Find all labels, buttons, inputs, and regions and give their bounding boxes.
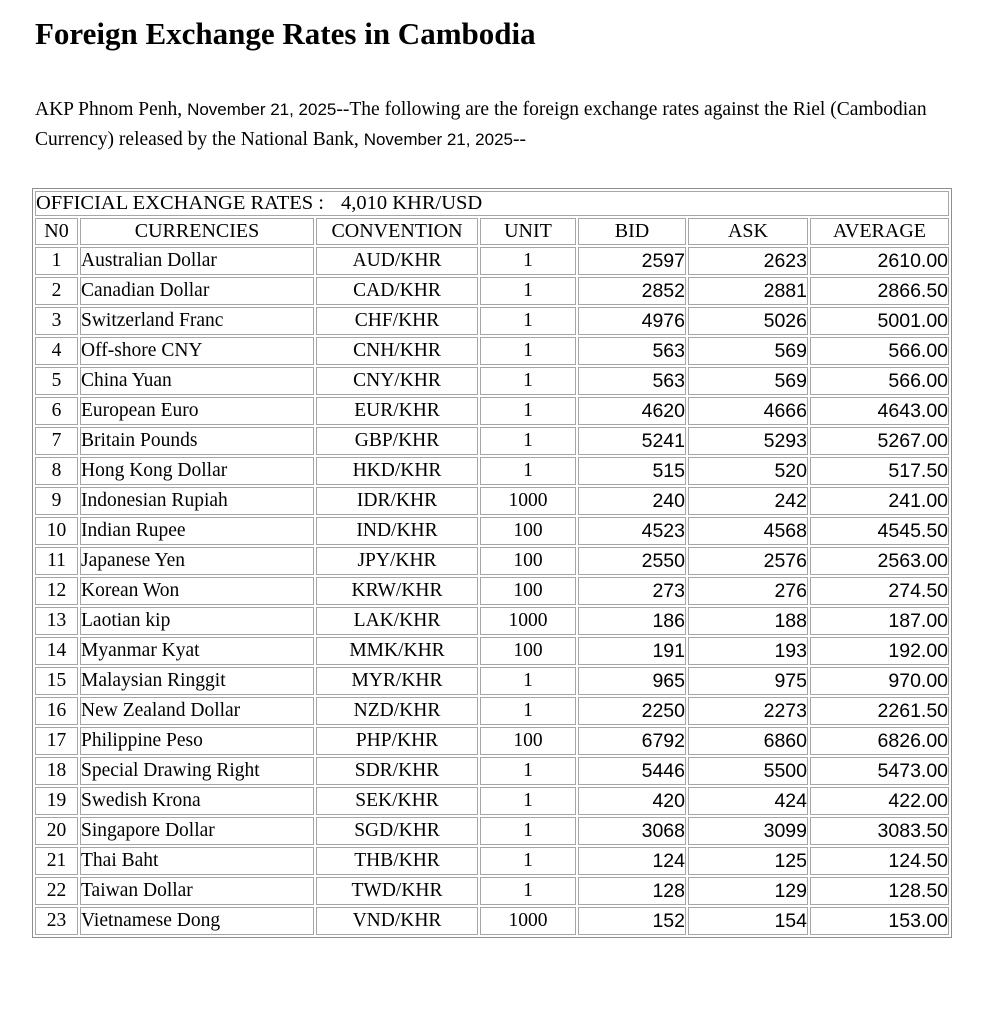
row-number-cell: 11: [35, 547, 78, 575]
currency-name-cell: Japanese Yen: [80, 547, 314, 575]
average-value-cell: 5001.00: [810, 307, 949, 335]
table-row: [35, 397, 949, 425]
intro-tail: --: [513, 129, 527, 150]
currency-name-cell: China Yuan: [80, 367, 314, 395]
ask-value-cell: 2623: [688, 247, 808, 275]
average-value-cell: 422.00: [810, 787, 949, 815]
convention-code-cell: IND/KHR: [316, 517, 478, 545]
ask-value-cell: 154: [688, 907, 808, 935]
convention-code-cell: CAD/KHR: [316, 277, 478, 305]
convention-code-cell: CHF/KHR: [316, 307, 478, 335]
currency-name-cell: Singapore Dollar: [80, 817, 314, 845]
table-row: [35, 367, 949, 395]
bid-value-cell: 152: [578, 907, 686, 935]
caption-value: 4,010 KHR/USD: [340, 192, 483, 214]
currency-name-cell: Thai Baht: [80, 847, 314, 875]
ask-value-cell: 3099: [688, 817, 808, 845]
unit-value-cell: 1: [480, 847, 576, 875]
ask-value-cell: 2881: [688, 277, 808, 305]
convention-code-cell: GBP/KHR: [316, 427, 478, 455]
bid-value-cell: 965: [578, 667, 686, 695]
bid-value-cell: 4620: [578, 397, 686, 425]
row-number-cell: 4: [35, 337, 78, 365]
convention-code-cell: MYR/KHR: [316, 667, 478, 695]
bid-value-cell: 2852: [578, 277, 686, 305]
row-number-cell: 12: [35, 577, 78, 605]
ask-value-cell: 4568: [688, 517, 808, 545]
row-number-cell: 17: [35, 727, 78, 755]
ask-value-cell: 5026: [688, 307, 808, 335]
table-row: [35, 877, 949, 905]
ask-value-cell: 520: [688, 457, 808, 485]
row-number-cell: 7: [35, 427, 78, 455]
ask-value-cell: 5500: [688, 757, 808, 785]
bid-value-cell: 4976: [578, 307, 686, 335]
currency-name-cell: Hong Kong Dollar: [80, 457, 314, 485]
convention-code-cell: EUR/KHR: [316, 397, 478, 425]
convention-code-cell: TWD/KHR: [316, 877, 478, 905]
ask-value-cell: 975: [688, 667, 808, 695]
unit-value-cell: 1: [480, 697, 576, 725]
average-value-cell: 970.00: [810, 667, 949, 695]
convention-code-cell: THB/KHR: [316, 847, 478, 875]
average-value-cell: 192.00: [810, 637, 949, 665]
ask-value-cell: 193: [688, 637, 808, 665]
unit-value-cell: 1: [480, 757, 576, 785]
bid-value-cell: 2597: [578, 247, 686, 275]
row-number-cell: 22: [35, 877, 78, 905]
bid-value-cell: 191: [578, 637, 686, 665]
convention-code-cell: PHP/KHR: [316, 727, 478, 755]
average-value-cell: 2563.00: [810, 547, 949, 575]
column-header-bid: BID: [578, 218, 686, 245]
unit-value-cell: 1: [480, 427, 576, 455]
row-number-cell: 3: [35, 307, 78, 335]
unit-value-cell: 1000: [480, 487, 576, 515]
ask-value-cell: 5293: [688, 427, 808, 455]
table-row: [35, 457, 949, 485]
row-number-cell: 20: [35, 817, 78, 845]
average-value-cell: 6826.00: [810, 727, 949, 755]
average-value-cell: 3083.50: [810, 817, 949, 845]
unit-value-cell: 1: [480, 667, 576, 695]
currency-name-cell: Special Drawing Right: [80, 757, 314, 785]
average-value-cell: 517.50: [810, 457, 949, 485]
currency-name-cell: Switzerland Franc: [80, 307, 314, 335]
average-value-cell: 566.00: [810, 367, 949, 395]
unit-value-cell: 1: [480, 397, 576, 425]
currency-name-cell: Malaysian Ringgit: [80, 667, 314, 695]
convention-code-cell: CNY/KHR: [316, 367, 478, 395]
convention-code-cell: KRW/KHR: [316, 577, 478, 605]
bid-value-cell: 420: [578, 787, 686, 815]
currency-name-cell: Canadian Dollar: [80, 277, 314, 305]
unit-value-cell: 1: [480, 337, 576, 365]
table-row: [35, 247, 949, 275]
ask-value-cell: 424: [688, 787, 808, 815]
row-number-cell: 13: [35, 607, 78, 635]
table-row: [35, 847, 949, 875]
unit-value-cell: 1: [480, 877, 576, 905]
row-number-cell: 15: [35, 667, 78, 695]
table-row: [35, 817, 949, 845]
ask-value-cell: 188: [688, 607, 808, 635]
average-value-cell: 4545.50: [810, 517, 949, 545]
currency-name-cell: Britain Pounds: [80, 427, 314, 455]
ask-value-cell: 4666: [688, 397, 808, 425]
bid-value-cell: 563: [578, 337, 686, 365]
average-value-cell: 566.00: [810, 337, 949, 365]
intro-paragraph: [35, 95, 945, 155]
bid-value-cell: 128: [578, 877, 686, 905]
unit-value-cell: 100: [480, 517, 576, 545]
row-number-cell: 16: [35, 697, 78, 725]
column-header-average: AVERAGE: [810, 218, 949, 245]
bid-value-cell: 240: [578, 487, 686, 515]
ask-value-cell: 6860: [688, 727, 808, 755]
bid-value-cell: 4523: [578, 517, 686, 545]
average-value-cell: 124.50: [810, 847, 949, 875]
ask-value-cell: 2576: [688, 547, 808, 575]
unit-value-cell: 1000: [480, 907, 576, 935]
currency-name-cell: Swedish Krona: [80, 787, 314, 815]
convention-code-cell: MMK/KHR: [316, 637, 478, 665]
column-header-no: N0: [35, 218, 78, 245]
currency-name-cell: Off-shore CNY: [80, 337, 314, 365]
convention-code-cell: AUD/KHR: [316, 247, 478, 275]
unit-value-cell: 1: [480, 817, 576, 845]
table-row: [35, 907, 949, 935]
row-number-cell: 5: [35, 367, 78, 395]
ask-value-cell: 569: [688, 367, 808, 395]
intro-date-2: November 21, 2025: [363, 130, 514, 149]
average-value-cell: 241.00: [810, 487, 949, 515]
average-value-cell: 4643.00: [810, 397, 949, 425]
official-rate-caption: [35, 191, 949, 216]
currency-name-cell: New Zealand Dollar: [80, 697, 314, 725]
currency-name-cell: Indian Rupee: [80, 517, 314, 545]
currency-name-cell: Indonesian Rupiah: [80, 487, 314, 515]
average-value-cell: 2261.50: [810, 697, 949, 725]
convention-code-cell: CNH/KHR: [316, 337, 478, 365]
table-row: [35, 607, 949, 635]
table-row: [35, 757, 949, 785]
ask-value-cell: 125: [688, 847, 808, 875]
convention-code-cell: VND/KHR: [316, 907, 478, 935]
row-number-cell: 8: [35, 457, 78, 485]
row-number-cell: 21: [35, 847, 78, 875]
column-header-currencies: CURRENCIES: [80, 218, 314, 245]
average-value-cell: 187.00: [810, 607, 949, 635]
bid-value-cell: 124: [578, 847, 686, 875]
row-number-cell: 19: [35, 787, 78, 815]
convention-code-cell: HKD/KHR: [316, 457, 478, 485]
currency-name-cell: Myanmar Kyat: [80, 637, 314, 665]
table-row: [35, 307, 949, 335]
unit-value-cell: 100: [480, 547, 576, 575]
bid-value-cell: 563: [578, 367, 686, 395]
bid-value-cell: 5241: [578, 427, 686, 455]
unit-value-cell: 1: [480, 367, 576, 395]
unit-value-cell: 1: [480, 277, 576, 305]
ask-value-cell: 129: [688, 877, 808, 905]
average-value-cell: 128.50: [810, 877, 949, 905]
table-row: [35, 337, 949, 365]
row-number-cell: 10: [35, 517, 78, 545]
table-caption-row: [35, 191, 949, 216]
bid-value-cell: 2250: [578, 697, 686, 725]
table-row: [35, 637, 949, 665]
currency-name-cell: European Euro: [80, 397, 314, 425]
table-row: [35, 517, 949, 545]
unit-value-cell: 1: [480, 307, 576, 335]
currency-name-cell: Vietnamese Dong: [80, 907, 314, 935]
average-value-cell: 153.00: [810, 907, 949, 935]
row-number-cell: 14: [35, 637, 78, 665]
average-value-cell: 274.50: [810, 577, 949, 605]
currency-name-cell: Taiwan Dollar: [80, 877, 314, 905]
unit-value-cell: 1000: [480, 607, 576, 635]
ask-value-cell: 569: [688, 337, 808, 365]
row-number-cell: 9: [35, 487, 78, 515]
row-number-cell: 18: [35, 757, 78, 785]
bid-value-cell: 186: [578, 607, 686, 635]
ask-value-cell: 2273: [688, 697, 808, 725]
currency-name-cell: Australian Dollar: [80, 247, 314, 275]
column-header-ask: ASK: [688, 218, 808, 245]
unit-value-cell: 1: [480, 247, 576, 275]
bid-value-cell: 5446: [578, 757, 686, 785]
row-number-cell: 1: [35, 247, 78, 275]
exchange-rates-table: [32, 188, 952, 938]
ask-value-cell: 242: [688, 487, 808, 515]
unit-value-cell: 100: [480, 637, 576, 665]
convention-code-cell: JPY/KHR: [316, 547, 478, 575]
table-row: [35, 727, 949, 755]
ask-value-cell: 276: [688, 577, 808, 605]
page-title: Foreign Exchange Rates in Cambodia: [35, 16, 536, 51]
average-value-cell: 5267.00: [810, 427, 949, 455]
row-number-cell: 23: [35, 907, 78, 935]
convention-code-cell: NZD/KHR: [316, 697, 478, 725]
row-number-cell: 6: [35, 397, 78, 425]
caption-label: OFFICIAL EXCHANGE RATES :: [36, 192, 324, 214]
table-header-row: [35, 218, 949, 245]
intro-date-1: November 21, 2025: [187, 100, 337, 119]
table-row: [35, 787, 949, 815]
table-row: [35, 577, 949, 605]
column-header-convention: CONVENTION: [316, 218, 478, 245]
bid-value-cell: 3068: [578, 817, 686, 845]
bid-value-cell: 515: [578, 457, 686, 485]
average-value-cell: 2610.00: [810, 247, 949, 275]
intro-middle: --The following are the foreign exchange rates against the Riel (Cambodian Currency) released by the National Bank,: [35, 99, 927, 150]
convention-code-cell: LAK/KHR: [316, 607, 478, 635]
unit-value-cell: 100: [480, 577, 576, 605]
bid-value-cell: 273: [578, 577, 686, 605]
convention-code-cell: SDR/KHR: [316, 757, 478, 785]
table-row: [35, 277, 949, 305]
currency-name-cell: Korean Won: [80, 577, 314, 605]
unit-value-cell: 1: [480, 457, 576, 485]
currency-name-cell: Philippine Peso: [80, 727, 314, 755]
table-row: [35, 487, 949, 515]
currency-name-cell: Laotian kip: [80, 607, 314, 635]
average-value-cell: 2866.50: [810, 277, 949, 305]
table-row: [35, 667, 949, 695]
table-row: [35, 697, 949, 725]
row-number-cell: 2: [35, 277, 78, 305]
convention-code-cell: SGD/KHR: [316, 817, 478, 845]
table-row: [35, 547, 949, 575]
convention-code-cell: IDR/KHR: [316, 487, 478, 515]
unit-value-cell: 1: [480, 787, 576, 815]
bid-value-cell: 2550: [578, 547, 686, 575]
convention-code-cell: SEK/KHR: [316, 787, 478, 815]
column-header-unit: UNIT: [480, 218, 576, 245]
unit-value-cell: 100: [480, 727, 576, 755]
average-value-cell: 5473.00: [810, 757, 949, 785]
table-row: [35, 427, 949, 455]
intro-lead: AKP Phnom Penh,: [35, 99, 188, 120]
bid-value-cell: 6792: [578, 727, 686, 755]
